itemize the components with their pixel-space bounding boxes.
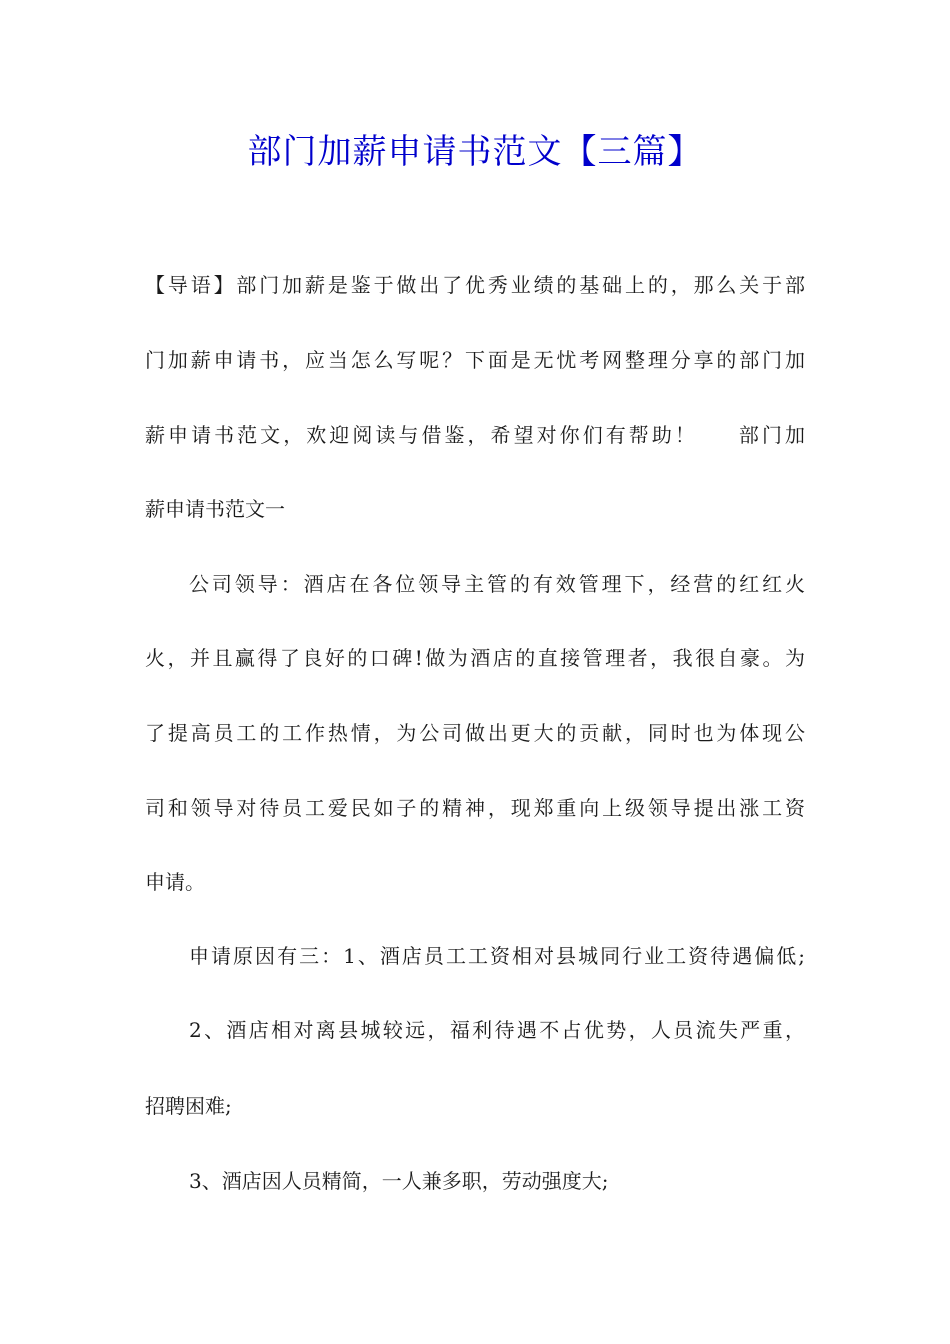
intro-line-3-main: 薪申请书范文，欢迎阅读与借鉴，希望对你们有帮助！ — [145, 423, 698, 447]
para2-line-1: 申请原因有三：1、酒店员工工资相对县城同行业工资待遇偏低; — [189, 944, 805, 968]
intro-line-2: 门加薪申请书，应当怎么写呢？下面是无忧考网整理分享的部门加 — [145, 348, 805, 372]
intro-line-3 — [145, 420, 805, 450]
para1-line-3: 了提高员工的工作热情，为公司做出更大的贡献，同时也为体现公 — [145, 721, 805, 745]
para1-line-2: 火，并且赢得了良好的口碑!做为酒店的直接管理者，我很自豪。为 — [145, 646, 805, 670]
para1-line-4: 司和领导对待员工爱民如子的精神，现郑重向上级领导提出涨工资 — [145, 796, 805, 820]
intro-line-4: 薪申请书范文一 — [145, 497, 285, 521]
para4-line-1: 3、酒店因人员精简，一人兼多职，劳动强度大; — [189, 1169, 609, 1193]
para1-line-5: 申请。 — [145, 870, 205, 894]
document-title: 部门加薪申请书范文【三篇】 — [247, 132, 703, 172]
intro-line-1: 【导语】部门加薪是鉴于做出了优秀业绩的基础上的，那么关于部 — [145, 273, 805, 297]
para3-line-1: 2、酒店相对离县城较远，福利待遇不占优势，人员流失严重， — [189, 1018, 805, 1042]
para1-line-1: 公司领导：酒店在各位领导主管的有效管理下，经营的红红火 — [189, 572, 805, 596]
para3-line-2: 招聘困难; — [145, 1094, 232, 1118]
intro-line-3-tail: 部门加 — [735, 423, 805, 447]
